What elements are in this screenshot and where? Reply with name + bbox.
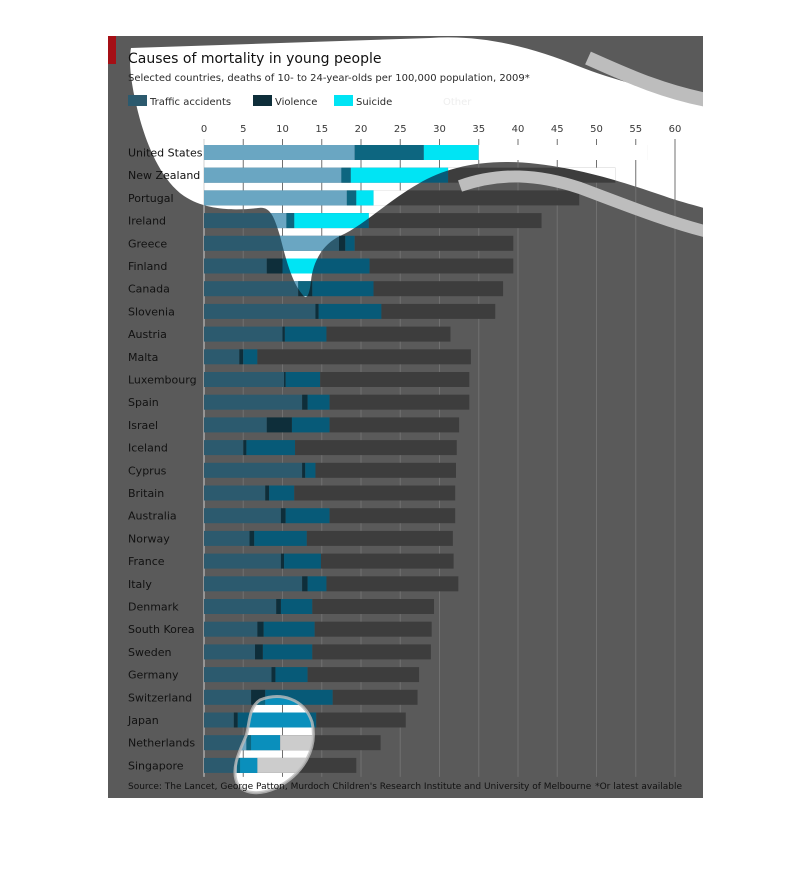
bar-suicide xyxy=(264,622,315,637)
bar-other xyxy=(308,667,419,682)
bar-suicide xyxy=(246,440,295,455)
bar-violence xyxy=(281,508,286,523)
bar-suicide xyxy=(294,213,369,228)
bar-suicide xyxy=(319,304,382,319)
bar-other xyxy=(330,417,460,432)
bar-suicide xyxy=(356,190,373,205)
legend-label: Other xyxy=(443,97,472,108)
country-label: Malta xyxy=(128,350,159,364)
country-label: Norway xyxy=(128,532,170,546)
bar-traffic xyxy=(204,190,347,205)
bar-other xyxy=(307,531,453,546)
bar-other xyxy=(295,440,457,455)
x-tick-label: 5 xyxy=(240,124,247,135)
bar-suicide xyxy=(269,486,294,501)
footnote-source: Source: The Lancet, George Patton, Murdoch Children's Research Institute and University of Melbourne xyxy=(128,782,592,792)
bar-suicide xyxy=(284,554,321,569)
bar-other xyxy=(330,395,470,410)
bar-violence xyxy=(339,236,345,251)
x-tick-label: 0 xyxy=(200,124,208,135)
bar-suicide xyxy=(305,463,315,478)
bar-other xyxy=(333,690,418,705)
bar-violence xyxy=(341,168,350,183)
legend-label: Violence xyxy=(275,97,318,108)
bar-violence xyxy=(265,486,269,501)
bar-other xyxy=(326,327,450,342)
bar-traffic xyxy=(204,576,302,591)
country-labels xyxy=(127,147,203,773)
chart-subtitle: Selected countries, deaths of 10- to 24-year-olds per 100,000 population, 2009* xyxy=(128,73,530,84)
bar-traffic xyxy=(204,145,355,160)
bar-traffic xyxy=(204,622,257,637)
bar-violence xyxy=(286,213,294,228)
bar-traffic xyxy=(204,395,302,410)
bar-violence xyxy=(283,327,285,342)
country-label: Greece xyxy=(128,237,168,251)
bar-suicide xyxy=(275,667,307,682)
legend-label: Traffic accidents xyxy=(150,97,232,108)
bar-suicide xyxy=(292,417,330,432)
bar-violence xyxy=(302,395,307,410)
bar-suicide xyxy=(345,236,354,251)
bar-traffic xyxy=(204,349,239,364)
bar-traffic xyxy=(204,440,243,455)
bar-traffic xyxy=(204,531,250,546)
bar-other xyxy=(479,145,648,160)
country-label: Portugal xyxy=(128,191,174,205)
x-tick-label: 50 xyxy=(590,124,603,135)
legend-swatch xyxy=(128,95,147,106)
country-label: Cyprus xyxy=(128,464,167,478)
x-tick-label: 20 xyxy=(354,124,368,135)
country-label: Germany xyxy=(128,668,179,682)
bar-violence xyxy=(267,417,292,432)
chart-title: Causes of mortality in young people xyxy=(128,51,382,67)
country-label: France xyxy=(128,555,165,569)
bar-other xyxy=(326,576,458,591)
bar-violence xyxy=(281,554,284,569)
bar-traffic xyxy=(204,304,315,319)
country-label: New Zealand xyxy=(128,169,201,183)
bar-suicide xyxy=(243,349,257,364)
bar-violence xyxy=(276,599,281,614)
bar-other xyxy=(312,599,434,614)
country-label: Singapore xyxy=(128,759,184,773)
bar-suicide xyxy=(263,644,312,659)
bar-violence xyxy=(347,190,356,205)
bar-suicide xyxy=(286,372,321,387)
bar-traffic xyxy=(204,758,237,773)
footnote-note: *Or latest available xyxy=(595,782,682,792)
bar-traffic xyxy=(204,281,298,296)
bar-violence xyxy=(250,531,255,546)
country-label: Australia xyxy=(128,509,177,523)
country-label: South Korea xyxy=(128,623,195,637)
bar-violence xyxy=(302,463,305,478)
bar-violence xyxy=(315,304,318,319)
bar-other xyxy=(257,349,471,364)
country-label: Canada xyxy=(128,282,170,296)
country-label: Denmark xyxy=(128,600,179,614)
bar-traffic xyxy=(204,259,267,274)
country-label: Spain xyxy=(128,396,159,410)
country-label: Austria xyxy=(128,328,167,342)
bar-other xyxy=(316,713,405,728)
bar-traffic xyxy=(204,713,234,728)
bar-traffic xyxy=(204,508,281,523)
legend-label: Suicide xyxy=(356,97,393,108)
country-label: Britain xyxy=(128,487,165,500)
legend-swatch xyxy=(253,95,272,106)
bar-suicide xyxy=(312,281,373,296)
country-label: Iceland xyxy=(128,441,168,455)
country-label: United States xyxy=(128,146,203,160)
bar-traffic xyxy=(204,667,272,682)
bar-suicide xyxy=(254,531,307,546)
bar-suicide xyxy=(424,145,479,160)
bar-suicide xyxy=(281,599,312,614)
bar-traffic xyxy=(204,599,276,614)
country-label: Slovenia xyxy=(128,305,175,319)
bar-traffic xyxy=(204,690,251,705)
bar-violence xyxy=(272,667,276,682)
bar-other xyxy=(330,508,456,523)
bar-violence xyxy=(246,735,251,750)
legend-swatch xyxy=(334,95,353,106)
bar-traffic xyxy=(204,486,265,501)
country-label: Luxembourg xyxy=(128,373,197,387)
bar-suicide xyxy=(240,758,257,773)
bar-other xyxy=(381,304,495,319)
country-label: Netherlands xyxy=(128,736,196,750)
bar-suicide xyxy=(308,576,327,591)
country-label: Ireland xyxy=(128,214,167,228)
bar-violence xyxy=(355,145,424,160)
bar-suicide xyxy=(286,508,330,523)
bar-other xyxy=(369,213,542,228)
bar-other xyxy=(321,554,454,569)
bar-violence xyxy=(257,622,263,637)
x-tick-label: 30 xyxy=(433,124,446,135)
bar-suicide xyxy=(308,395,330,410)
x-tick-label: 60 xyxy=(668,124,682,135)
x-tick-label: 25 xyxy=(393,124,407,135)
bar-suicide xyxy=(285,327,327,342)
country-label: Finland xyxy=(128,260,168,273)
x-tick-label: 10 xyxy=(276,124,289,135)
bar-violence xyxy=(255,644,263,659)
bar-other xyxy=(374,190,580,205)
country-label: Japan xyxy=(128,714,159,727)
bar-traffic xyxy=(204,168,341,183)
bar-other xyxy=(355,236,514,251)
x-tick-label: 45 xyxy=(550,124,564,135)
bar-other xyxy=(320,372,469,387)
x-tick-label: 35 xyxy=(472,124,486,135)
x-tick-label: 15 xyxy=(315,124,329,135)
bar-other xyxy=(312,644,431,659)
bar-traffic xyxy=(204,372,284,387)
bar-traffic xyxy=(204,327,283,342)
bar-traffic xyxy=(204,463,302,478)
bar-other xyxy=(294,486,455,501)
x-tick-label: 40 xyxy=(511,124,525,135)
bar-other xyxy=(374,281,504,296)
bar-traffic xyxy=(204,554,281,569)
title-marker xyxy=(108,36,116,64)
bar-suicide xyxy=(251,735,280,750)
bar-violence xyxy=(284,372,286,387)
x-tick-label: 55 xyxy=(629,124,643,135)
mortality-chart xyxy=(108,36,703,798)
bar-violence xyxy=(267,259,283,274)
country-label: Switzerland xyxy=(128,691,193,705)
bar-traffic xyxy=(204,417,267,432)
country-label: Italy xyxy=(128,577,152,591)
chart-panel xyxy=(108,36,703,798)
bar-violence xyxy=(243,440,246,455)
bar-violence xyxy=(239,349,243,364)
bar-violence xyxy=(234,713,238,728)
country-label: Sweden xyxy=(128,645,172,659)
bar-other xyxy=(315,622,432,637)
bar-traffic xyxy=(204,644,255,659)
country-label: Israel xyxy=(128,418,159,432)
bar-violence xyxy=(302,576,307,591)
bar-other xyxy=(315,463,456,478)
bar-other xyxy=(370,259,514,274)
bars-tinted xyxy=(204,145,648,773)
